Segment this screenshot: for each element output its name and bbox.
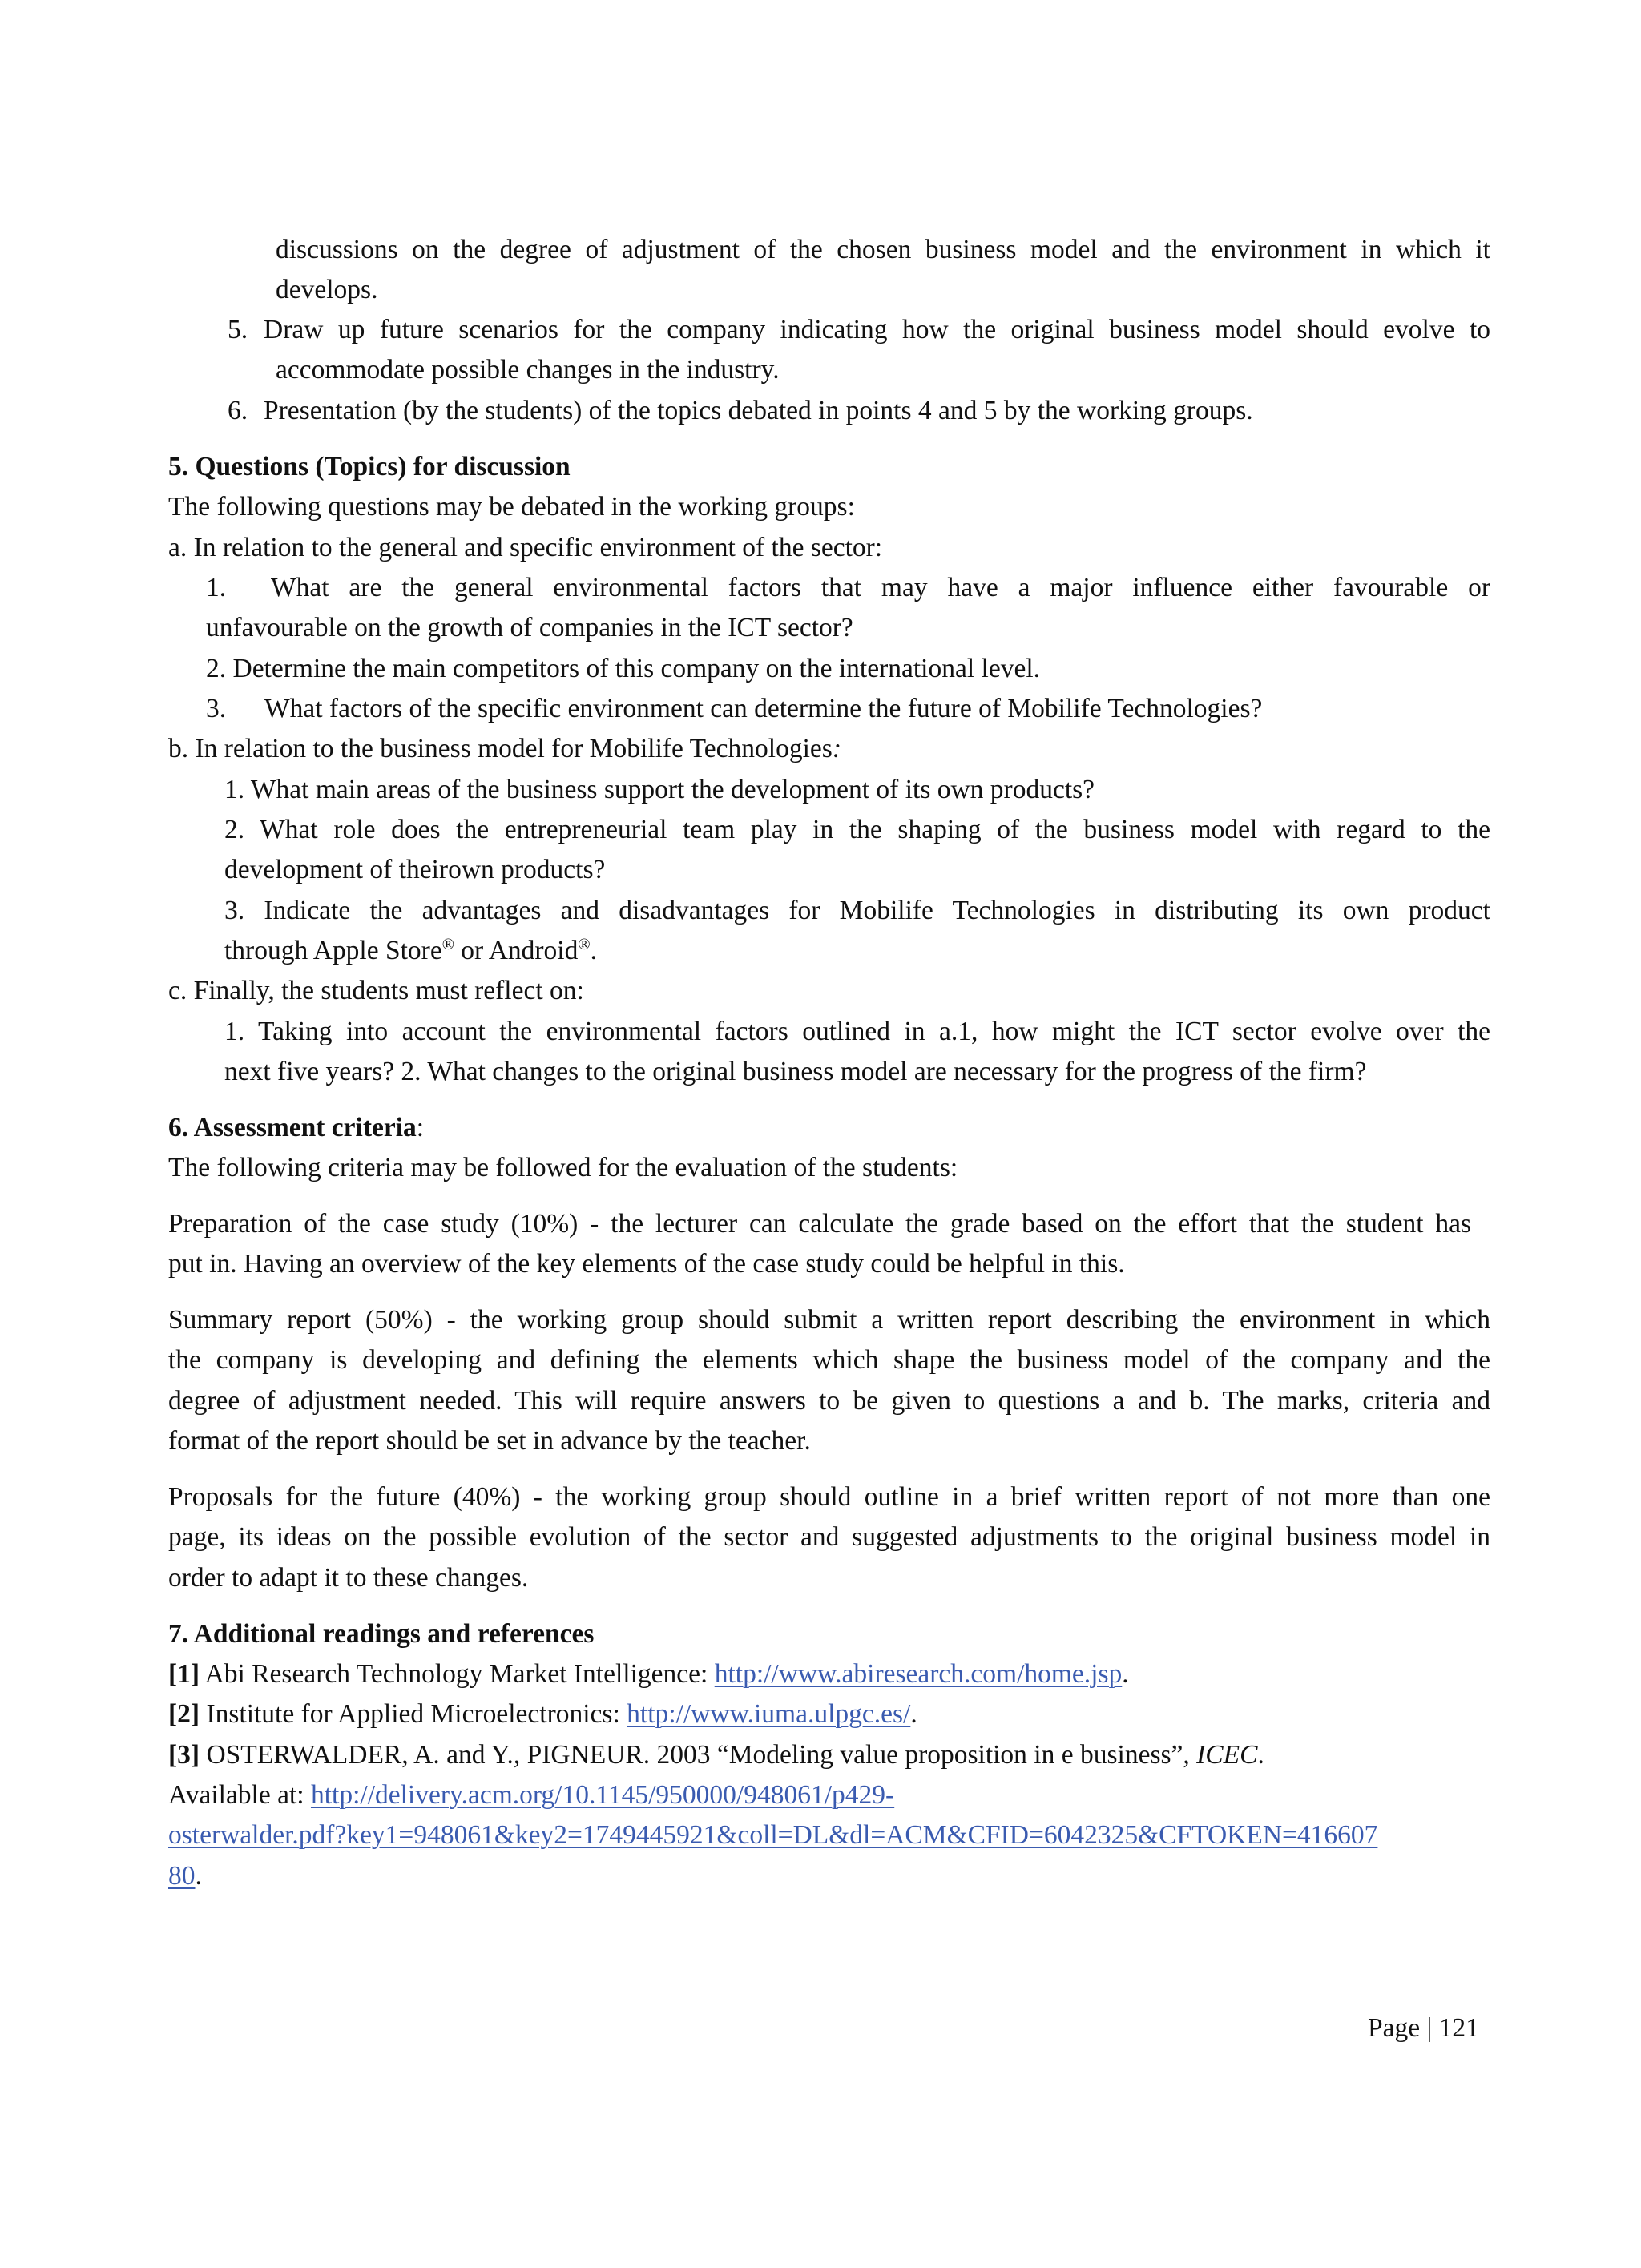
criteria-summary-line-1: Summary report (50%) - the working group should submit a written report describing the environment in which [168,1305,1490,1335]
question-c1-line-2: next five years? 2. What changes to the original business model are necessary for the progress of the firm? [224,1057,1367,1086]
reference-3-link-line-2[interactable]: osterwalder.pdf?key1=948061&key2=1749445921&coll=DL&dl=ACM&CFID=6042325&CFTOKEN=416607 [168,1820,1378,1850]
section-7-heading: 7. Additional readings and references [168,1619,595,1649]
registered-mark: ® [578,935,591,953]
reference-2-link[interactable]: http://www.iuma.ulpgc.es/ [627,1699,911,1729]
question-a3-number: 3. [206,694,227,723]
reference-2-number: [2] [168,1699,200,1729]
question-b2-line-2: development of theirown products? [224,855,606,884]
section-6-heading-colon: : [416,1113,425,1142]
criteria-summary-line-3: degree of adjustment needed. This will require answers to be given to questions a and b. The marks, criteria and [168,1386,1490,1416]
question-group-b-label [168,733,841,765]
list-item-4-line-1: discussions on the degree of adjustment of the chosen business model and the environment in which it [276,235,1490,264]
reference-3-link-line-3-row [168,1860,202,1892]
registered-mark: ® [441,935,454,953]
criteria-proposals-line-3: order to adapt it to these changes. [168,1563,529,1593]
reference-3-link-line-3[interactable]: 80 [168,1861,196,1891]
list-item-5-line-2: accommodate possible changes in the industry. [276,355,780,385]
criteria-proposals-line-1: Proposals for the future (40%) - the working group should outline in a brief written report of not more than one [168,1482,1490,1512]
reference-2-text: Institute for Applied Microelectronics: [200,1699,627,1729]
criteria-summary-line-4: format of the report should be set in advance by the teacher. [168,1426,811,1456]
question-a1-line-2: unfavourable on the growth of companies in the ICT sector? [206,613,853,643]
question-a1-line-1: What are the general environmental factors that may have a major influence either favourable or [271,573,1490,602]
reference-1-text: Abi Research Technology Market Intelligence: [200,1659,715,1689]
question-b3-line-1: 3. Indicate the advantages and disadvantages for Mobilife Technologies in distributing its own product [224,896,1490,925]
question-b3-android: or Android [454,936,579,965]
reference-1-period: . [1122,1659,1129,1689]
criteria-summary-line-2: the company is developing and defining the elements which shape the business model of the company and the [168,1345,1490,1375]
section-5-intro: The following questions may be debated in the working groups: [168,492,855,522]
question-group-c-label: c. Finally, the students must reflect on: [168,976,584,1005]
question-b1: 1. What main areas of the business support the development of its own products? [224,775,1095,804]
question-group-b-colon: : [832,734,841,763]
list-item-5-line-1: Draw up future scenarios for the company indicating how the original business model should evolve to [264,315,1490,344]
reference-2-period: . [910,1699,917,1729]
reference-3-link-period: . [195,1861,202,1891]
question-a1-number: 1. [206,573,227,602]
criteria-preparation-line-1: Preparation of the case study (10%) - the lecturer can calculate the grade based on the effort that the student has [168,1209,1471,1239]
reference-3-journal: ICEC [1196,1740,1258,1770]
question-a3-text: What factors of the specific environment can determine the future of Mobilife Technologies? [264,694,1263,723]
list-item-5-number: 5. [228,315,248,344]
list-item-4-line-2: develops. [276,275,378,304]
question-a2: 2. Determine the main competitors of this company on the international level. [206,654,1041,683]
reference-3-text: OSTERWALDER, A. and Y., PIGNEUR. 2003 “Modeling value proposition in e business”, [200,1740,1197,1770]
reference-3-link-line-1[interactable]: http://delivery.acm.org/10.1145/950000/948061/p429- [310,1780,895,1810]
criteria-proposals-line-2: page, its ideas on the possible evolution of the sector and suggested adjustments to the original business model in [168,1522,1490,1552]
question-b3-period: . [590,936,597,965]
section-5-heading: 5. Questions (Topics) for discussion [168,452,571,481]
reference-1-number: [1] [168,1659,200,1689]
question-b3-apple-store: through Apple Store [224,936,442,965]
reference-1-link[interactable]: http://www.abiresearch.com/home.jsp [714,1659,1123,1689]
section-6-intro: The following criteria may be followed for the evaluation of the students: [168,1153,958,1182]
page-number: Page | 121 [1368,2013,1479,2043]
question-c1-line-1: 1. Taking into account the environmental factors outlined in a.1, how might the ICT sector evolve over the [224,1017,1490,1046]
reference-3-link-line-2-row [168,1819,1377,1851]
question-group-a-label: a. In relation to the general and specific environment of the sector: [168,533,883,562]
available-at-label: Available at: [168,1780,311,1810]
reference-3-period: . [1257,1740,1264,1770]
question-b3-line-2 [224,935,597,967]
question-b2-line-1: 2. What role does the entrepreneurial team play in the shaping of the business model with regard to the [224,815,1490,844]
question-group-b-text: b. In relation to the business model for Mobilife Technologies [168,734,833,763]
reference-1 [168,1658,1129,1690]
section-6-heading-text: 6. Assessment criteria [168,1113,417,1142]
reference-2 [168,1698,917,1730]
criteria-preparation-line-2: put in. Having an overview of the key elements of the case study could be helpful in this. [168,1249,1125,1279]
reference-3 [168,1739,1264,1771]
section-6-heading [168,1112,424,1144]
list-item-6-number: 6. [228,396,248,425]
reference-3-availability [168,1779,894,1811]
reference-3-number: [3] [168,1740,200,1770]
list-item-6-text: Presentation (by the students) of the topics debated in points 4 and 5 by the working groups. [264,396,1253,425]
